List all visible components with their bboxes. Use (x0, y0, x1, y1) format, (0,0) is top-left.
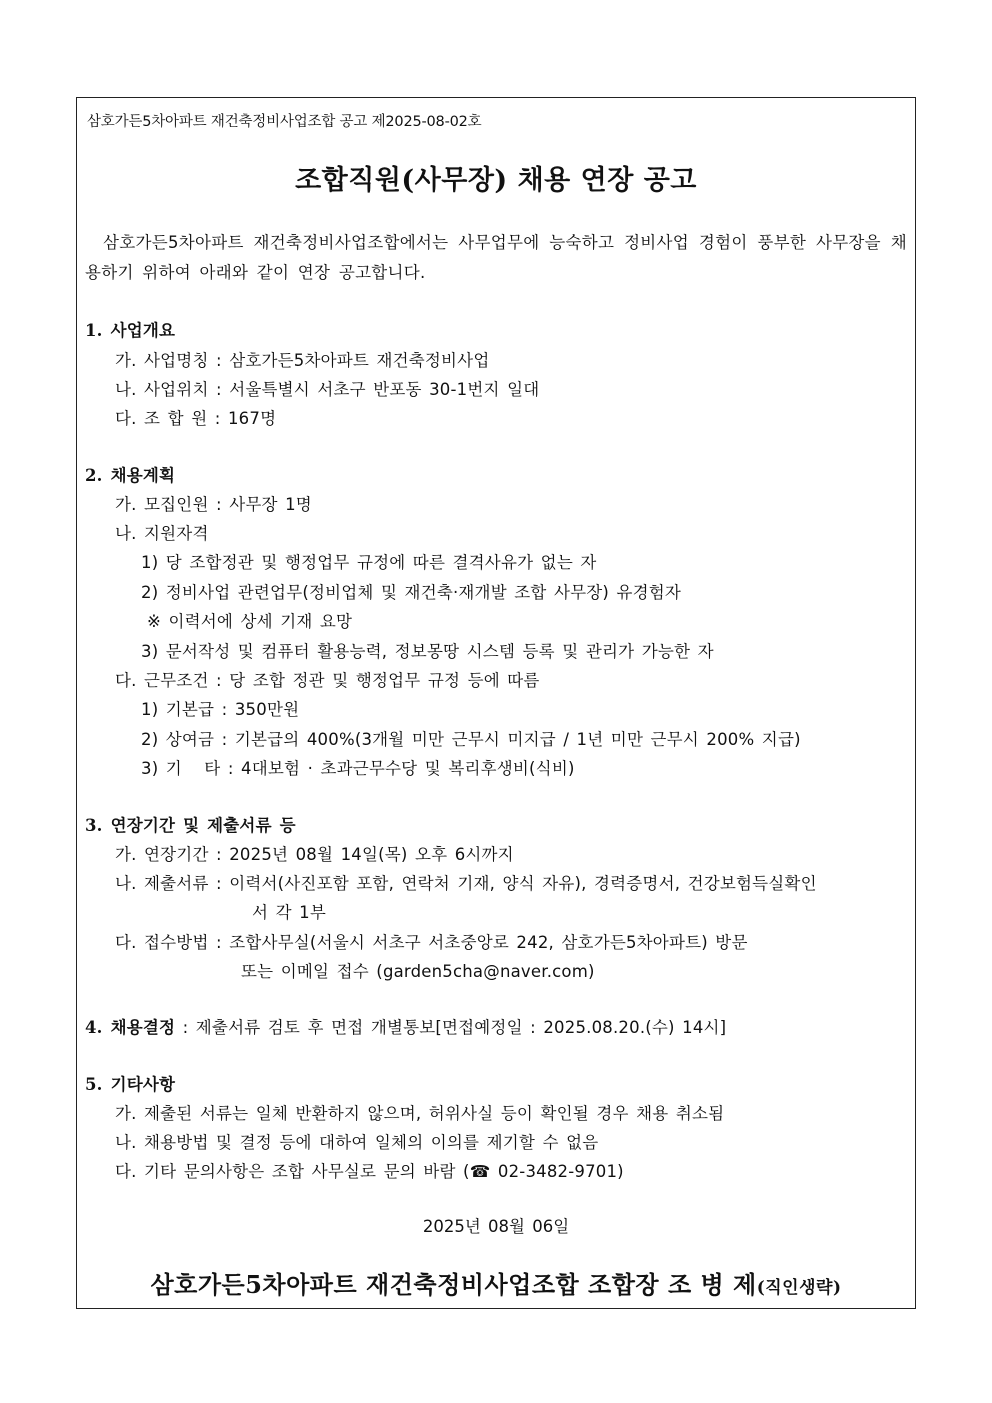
s3-item-documents: 나. 제출서류 : 이력서(사진포함 포함, 연락처 기재, 양식 자유), 경력증명서, 건강보험득실확인 (115, 874, 817, 893)
s2-qual-2-note: ※ 이력서에 상세 기재 요망 (147, 612, 353, 631)
s2-item-qualifications: 나. 지원자격 (115, 524, 209, 543)
section-5-heading: 5. 기타사항 (85, 1075, 176, 1094)
s5-item-objection: 나. 채용방법 및 결정 등에 대하여 일체의 이의를 제기할 수 없음 (115, 1133, 599, 1152)
notice-number: 삼호가든5차아파트 재건축정비사업조합 공고 제2025-08-02호 (87, 114, 482, 130)
s2-qual-3: 3) 문서작성 및 컴퓨터 활용능력, 정보몽땅 시스템 등록 및 관리가 가능한 자 (141, 642, 714, 661)
section-3-heading: 3. 연장기간 및 제출서류 등 (85, 816, 296, 835)
s1-item-members: 다. 조 합 원 : 167명 (115, 409, 277, 428)
s5-item-inquiry: 다. 기타 문의사항은 조합 사무실로 문의 바람 (☎ 02-3482-9701) (115, 1162, 624, 1181)
s2-qual-2: 2) 정비사업 관련업무(정비업체 및 재건축·재개발 조합 사무장) 유경험자 (141, 583, 682, 602)
section-1-heading: 1. 사업개요 (85, 321, 176, 340)
s3-item-period: 가. 연장기간 : 2025년 08월 14일(목) 오후 6시까지 (115, 845, 514, 864)
section-4 (85, 1014, 726, 1038)
section-2-heading: 2. 채용계획 (85, 466, 176, 485)
signature (77, 1265, 915, 1300)
s3-item-submission: 다. 접수방법 : 조합사무실(서울시 서초구 서초중앙로 242, 삼호가든5차아파트) 방문 (115, 933, 748, 952)
s3-item-submission-cont: 또는 이메일 접수 (garden5cha@naver.com) (241, 962, 595, 981)
s2-item-headcount: 가. 모집인원 : 사무장 1명 (115, 495, 312, 514)
seal-note: (직인생략) (756, 1278, 842, 1298)
s2-qual-1: 1) 당 조합정관 및 행정업무 규정에 따른 결격사유가 없는 자 (141, 553, 597, 572)
issue-date: 2025년 08월 06일 (422, 1217, 570, 1236)
s2-cond-bonus: 2) 상여금 : 기본급의 400%(3개월 미만 근무시 미지급 / 1년 미만 근무시 200% 지급) (141, 730, 801, 749)
section-4-heading: 4. 채용결정 (85, 1018, 176, 1037)
section-4-body: : 제출서류 검토 후 면접 개별통보[면접예정일 : 2025.08.20.(수) 14시] (175, 1018, 727, 1037)
s2-cond-other: 3) 기 타 : 4대보험 · 초과근무수당 및 복리후생비(식비) (141, 759, 575, 778)
s3-item-documents-cont: 서 각 1부 (252, 903, 327, 922)
notice-document (76, 97, 916, 1309)
s2-cond-salary: 1) 기본급 : 350만원 (141, 700, 300, 719)
s1-item-location: 나. 사업위치 : 서울특별시 서초구 반포동 30-1번지 일대 (115, 380, 540, 399)
s1-item-name: 가. 사업명칭 : 삼호가든5차아파트 재건축정비사업 (115, 351, 490, 370)
s5-item-documents: 가. 제출된 서류는 일체 반환하지 않으며, 허위사실 등이 확인될 경우 채용 취소됨 (115, 1104, 725, 1123)
page-title: 조합직원(사무장) 채용 연장 공고 (295, 165, 697, 196)
intro-paragraph: 삼호가든5차아파트 재건축정비사업조합에서는 사무업무에 능숙하고 정비사업 경험이 풍부한 사무장을 채용하기 위하여 아래와 같이 연장 공고합니다. (85, 233, 907, 282)
s2-item-conditions: 다. 근무조건 : 당 조합 정관 및 행정업무 규정 등에 따름 (115, 671, 540, 690)
signature-name: 삼호가든5차아파트 재건축정비사업조합 조합장 조 병 제 (150, 1270, 757, 1299)
